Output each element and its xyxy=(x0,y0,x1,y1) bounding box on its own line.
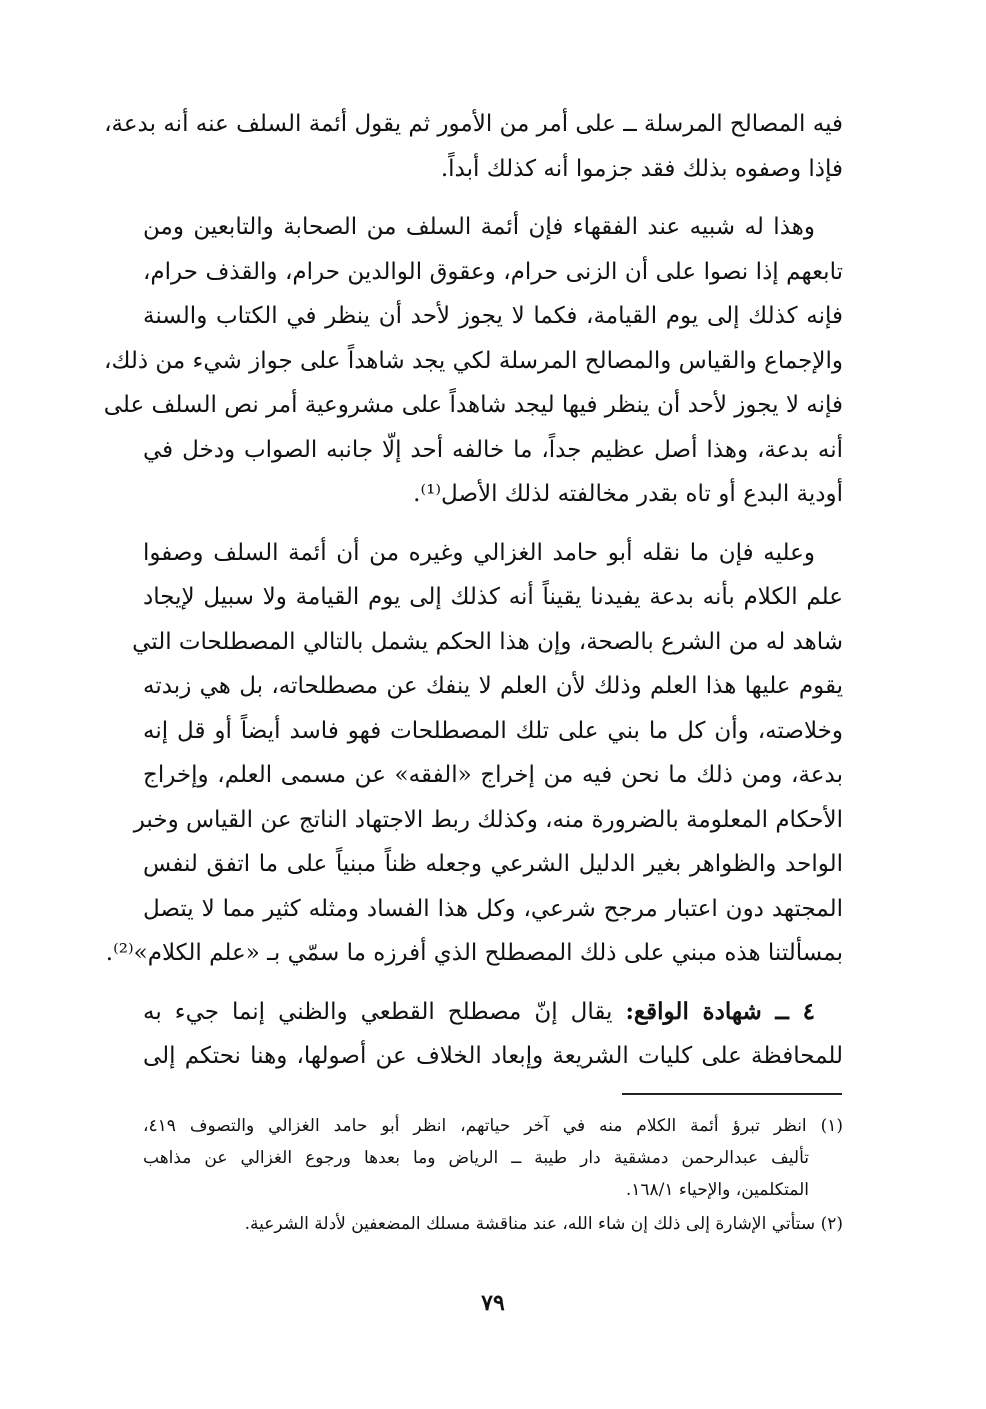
text-line: تابعهم إذا نصوا على أن الزنى حرام، وعقوق الوالدين حرام، والقذف حرام، xyxy=(143,258,843,285)
text-line: وخلاصته، وأن كل ما بني على تلك المصطلحات فهو فاسد أيضاً أو قل إنه xyxy=(143,717,843,744)
text-line: فإذا وصفوه بذلك فقد جزموا أنه كذلك أبداً. xyxy=(440,155,843,182)
text-line: المجتهد دون اعتبار مرجح شرعي، وكل هذا الفساد ومثله كثير مما لا يتصل xyxy=(143,895,843,922)
footnote-line: المتكلمين، والإحياء ١٦٨/١. xyxy=(625,1180,809,1200)
footnote-1 xyxy=(143,1110,843,1206)
paragraph-2 xyxy=(103,205,843,517)
page-number: ٧٩ xyxy=(481,1290,505,1316)
text-line: علم الكلام بأنه بدعة يفيدنا يقيناً أنه كذلك إلى يوم القيامة ولا سبيل لإيجاد xyxy=(143,584,843,610)
text-line-rest: يقال إنّ مصطلح القطعي والظني إنما جيء به xyxy=(143,998,626,1025)
text-line xyxy=(143,990,843,1035)
text-line: وهذا له شبيه عند الفقهاء فإن أئمة السلف من الصحابة والتابعين ومن xyxy=(143,214,815,240)
section-label: ٤ ــ شهادة الواقع: xyxy=(625,997,815,1025)
text-line: بدعة، ومن ذلك ما نحن فيه من إخراج «الفقه» عن مسمى العلم، وإخراج xyxy=(143,762,843,788)
footnote-2 xyxy=(143,1208,843,1240)
text-line: يقوم عليها هذا العلم وذلك لأن العلم لا ينفك عن مصطلحاته، بل هي زبدته xyxy=(143,673,843,699)
footnote-line: تأليف عبدالرحمن دمشقية دار طيبة ــ الرياض وما بعدها ورجوع الغزالي عن مذاهب xyxy=(143,1148,809,1168)
footnote-line: (٢) ستأتي الإشارة إلى ذلك إن شاء الله، عند مناقشة مسلك المضعفين لأدلة الشرعية. xyxy=(244,1214,843,1234)
text-line: فإنه لا يجوز لأحد أن ينظر فيها ليجد شاهداً على مشروعية أمر نص السلف على xyxy=(103,392,843,418)
text-line: للمحافظة على كليات الشريعة وإبعاد الخلاف عن أصولها، وهنا نحتكم إلى xyxy=(143,1043,843,1069)
text-line: وعليه فإن ما نقله أبو حامد الغزالي وغيره من أن أئمة السلف وصفوا xyxy=(143,539,815,566)
text-line: والإجماع والقياس والمصالح المرسلة لكي يجد شاهداً على جواز شيء من ذلك، xyxy=(104,347,843,374)
text-line: بمسألتنا هذه مبني على ذلك المصطلح الذي أفرزه ما سمّي بـ «علم الكلام»⁽²⁾. xyxy=(105,940,843,966)
paragraph-1 xyxy=(104,102,843,191)
text-line: أنه بدعة، وهذا أصل عظيم جداً، ما خالفه أحد إلّا جانبه الصواب ودخل في xyxy=(143,436,843,463)
text-line: فيه المصالح المرسلة ــ على أمر من الأمور ثم يقول أئمة السلف عنه أنه بدعة، xyxy=(104,111,843,137)
paragraph-3 xyxy=(105,531,843,976)
text-line: أودية البدع أو تاه بقدر مخالفته لذلك الأصل⁽¹⁾. xyxy=(413,481,843,507)
footnotes xyxy=(143,1110,843,1242)
main-text xyxy=(103,102,843,1093)
text-line: الواحد والظواهر بغير الدليل الشرعي وجعله ظناً مبنياً على ما اتفق لنفس xyxy=(143,851,843,877)
text-line: الأحكام المعلومة بالضرورة منه، وكذلك ربط الاجتهاد الناتج عن القياس وخبر xyxy=(133,806,843,833)
paragraph-4 xyxy=(143,990,843,1079)
text-line: شاهد له من الشرع بالصحة، وإن هذا الحكم يشمل بالتالي المصطلحات التي xyxy=(132,628,843,655)
footnote-divider xyxy=(622,1093,842,1095)
footnote-line: (١) انظر تبرؤ أئمة الكلام منه في آخر حياتهم، انظر أبو حامد الغزالي والتصوف ٤١٩، xyxy=(143,1116,843,1136)
text-line: فإنه كذلك إلى يوم القيامة، فكما لا يجوز لأحد أن ينظر في الكتاب والسنة xyxy=(143,303,843,329)
